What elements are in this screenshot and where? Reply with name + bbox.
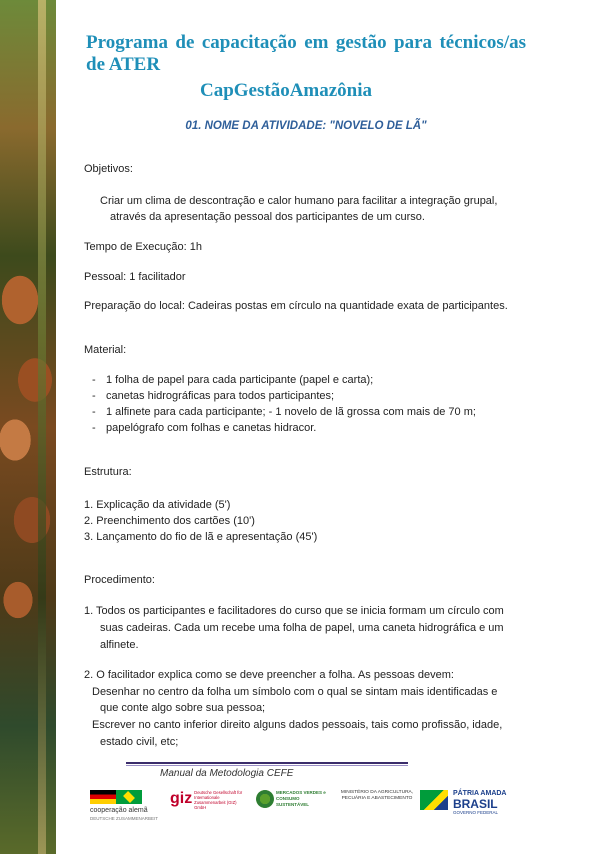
- estrutura-item: 3. Lançamento do fio de lã e apresentação (45'): [84, 531, 318, 543]
- governo-federal-logo: [420, 790, 514, 824]
- procedimento-2-line-5: estado civil, etc;: [100, 736, 179, 748]
- logo-text: BRASIL: [452, 797, 498, 811]
- material-item: - 1 alfinete para cada participante; - 1 novelo de lã grossa com mais de 70 m;: [92, 406, 476, 418]
- document-title: Programa de capacitação em gestão para técnicos/as de ATER: [86, 32, 526, 75]
- procedimento-2-line-3: que conte algo sobre sua pessoa;: [100, 702, 266, 714]
- procedimento-2-line-4: Escrever no canto inferior direito alguns dados pessoais, tais como profissão, idade,: [92, 719, 503, 731]
- giz-subtext: Deutsche Gesellschaft für Internationale Zusammenarbeit (GIZ) GmbH: [194, 790, 243, 810]
- germany-flag-icon: [90, 790, 116, 804]
- objetivos-line-2: através da apresentação pessoal dos participantes de um curso.: [110, 211, 425, 223]
- procedimento-1-line-1: 1. Todos os participantes e facilitadores do curso que se inicia formam um círculo com: [84, 605, 504, 617]
- logo-subtext: GOVERNO FEDERAL: [452, 810, 498, 815]
- leaf-globe-icon: [256, 790, 274, 808]
- logo-text: PÁTRIA AMADA: [452, 790, 507, 797]
- logo-text: MINISTÉRIO DA AGRICULTURA, PECUÁRIA E ABASTECIMENTO: [340, 790, 414, 801]
- decorative-side-image: [0, 0, 56, 854]
- mercados-verdes-logo: [256, 790, 336, 824]
- estrutura-item: 1. Explicação da atividade (5'): [84, 499, 231, 511]
- ministerio-agricultura-logo: [340, 790, 414, 824]
- material-item: - canetas hidrográficas para todos participantes;: [92, 390, 335, 402]
- material-item: - papelógrafo com folhas e canetas hidracor.: [92, 422, 317, 434]
- procedimento-label: Procedimento:: [84, 574, 155, 586]
- objetivos-line-1: Criar um clima de descontração e calor humano para facilitar a integração grupal,: [100, 195, 498, 207]
- pessoal: Pessoal: 1 facilitador: [84, 271, 186, 283]
- activity-name: 01. NOME DA ATIVIDADE: "NOVELO DE LÃ": [185, 120, 427, 132]
- brazil-flag-icon: [116, 790, 142, 804]
- logo-text: MERCADOS VERDES e CONSUMO SUSTENTÁVEL: [275, 790, 326, 807]
- giz-wordmark: giz: [170, 790, 193, 807]
- manual-caption: Manual da Metodologia CEFE: [160, 768, 294, 779]
- giz-logo: [170, 790, 250, 824]
- footer-divider: [126, 762, 408, 764]
- logo-subtext: DEUTSCHE ZUSAMMENARBEIT: [90, 816, 159, 821]
- procedimento-2-line-1: 2. O facilitador explica como se deve preencher a folha. As pessoas devem:: [84, 669, 454, 681]
- procedimento-2-line-2: Desenhar no centro da folha um símbolo com o qual se sintam mais identificadas e: [92, 686, 498, 698]
- preparacao-local: Preparação do local: Cadeiras postas em círculo na quantidade exata de participantes.: [84, 300, 508, 312]
- cooperacao-alema-logo: [90, 790, 160, 824]
- logo-text: cooperação alemã: [90, 807, 148, 814]
- document-subtitle: CapGestãoAmazônia: [199, 80, 373, 101]
- brasil-emblem-icon: [420, 790, 448, 810]
- objetivos-label: Objetivos:: [84, 163, 133, 175]
- procedimento-1-line-2: suas cadeiras. Cada um recebe uma folha de papel, uma caneta hidrográfica e um: [100, 622, 504, 634]
- estrutura-item: 2. Preenchimento dos cartões (10'): [84, 515, 255, 527]
- tempo-execucao: Tempo de Execução: 1h: [84, 241, 203, 253]
- material-label: Material:: [84, 344, 127, 356]
- procedimento-1-line-3: alfinete.: [100, 639, 139, 651]
- material-item: - 1 folha de papel para cada participante (papel e carta);: [92, 374, 374, 386]
- estrutura-label: Estrutura:: [84, 466, 132, 478]
